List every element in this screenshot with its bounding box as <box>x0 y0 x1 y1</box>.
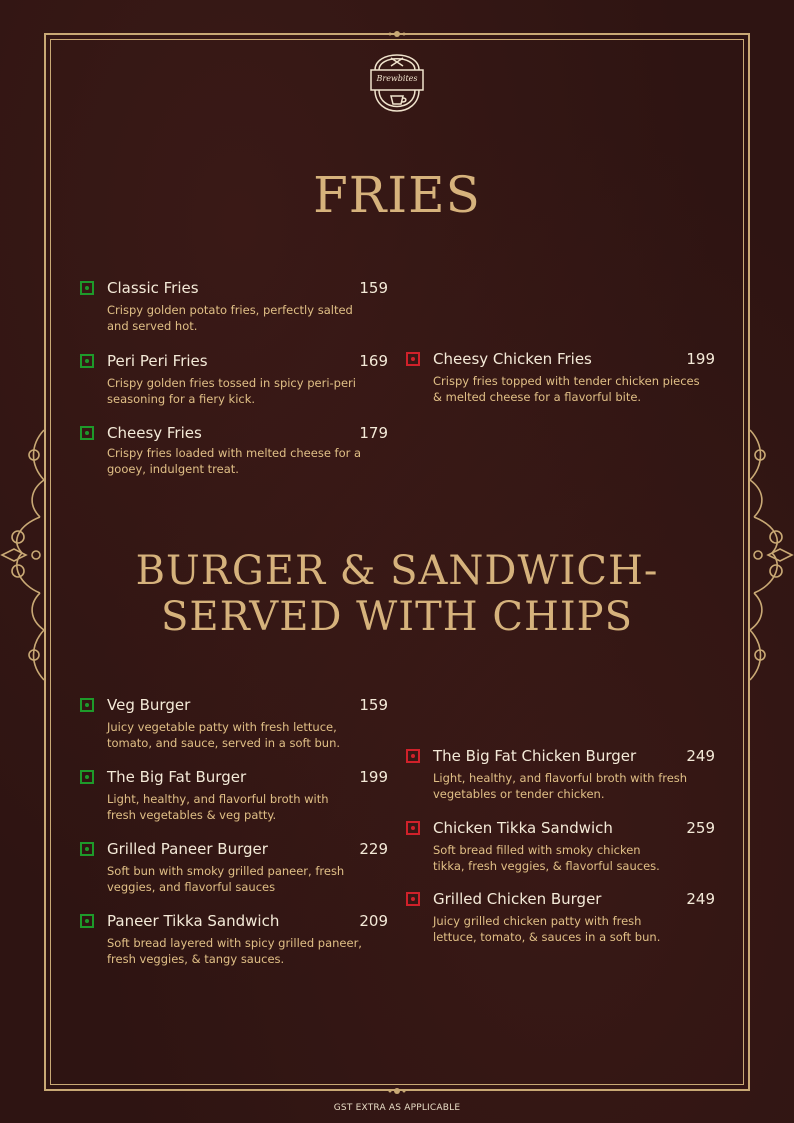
menu-item <box>406 890 715 944</box>
item-price: 249 <box>686 890 715 908</box>
item-name: The Big Fat Chicken Burger <box>433 747 637 765</box>
logo-emblem-icon <box>367 40 427 128</box>
item-price: 249 <box>686 747 715 765</box>
item-description: Crispy fries loaded with melted cheese for a gooey, indulgent treat. <box>107 446 362 476</box>
item-price: 169 <box>359 352 388 370</box>
item-price: 199 <box>686 350 715 368</box>
menu-item <box>80 352 388 406</box>
menu-item <box>406 350 715 404</box>
item-description: Light, healthy, and flavorful broth with fresh vegetables & veg patty. <box>107 792 329 822</box>
item-description: Soft bun with smoky grilled paneer, fresh veggies, and flavorful sauces <box>107 864 345 894</box>
menu-item <box>406 819 715 873</box>
menu-item <box>80 279 388 333</box>
nonveg-icon <box>406 892 420 906</box>
item-price: 159 <box>359 279 388 297</box>
bottom-border-ornament <box>385 1087 409 1095</box>
item-description: Juicy grilled chicken patty with fresh lettuce, tomato, & sauces in a soft bun. <box>433 914 661 944</box>
menu-item <box>80 840 388 894</box>
veg-icon <box>80 354 94 368</box>
veg-icon <box>80 770 94 784</box>
menu-item <box>80 424 388 476</box>
menu-item <box>80 768 388 822</box>
burger-title-line-2: SERVED WITH CHIPS <box>161 594 633 640</box>
item-name: Classic Fries <box>107 279 199 297</box>
item-description: Soft bread filled with smoky chicken tikka, fresh veggies, & flavorful sauces. <box>433 843 660 873</box>
menu-item <box>406 747 715 801</box>
burger-title-line-1: BURGER & SANDWICH- <box>135 548 659 594</box>
item-description: Soft bread layered with spicy grilled paneer, fresh veggies, & tangy sauces. <box>107 936 362 966</box>
item-name: The Big Fat Burger <box>107 768 247 786</box>
top-border-ornament <box>385 30 409 38</box>
item-price: 259 <box>686 819 715 837</box>
veg-icon <box>80 914 94 928</box>
veg-icon <box>80 698 94 712</box>
item-description: Juicy vegetable patty with fresh lettuce, tomato, and sauce, served in a soft bun. <box>107 720 341 750</box>
item-price: 229 <box>359 840 388 858</box>
veg-icon <box>80 281 94 295</box>
veg-icon <box>80 426 94 440</box>
fries-section-title: FRIES <box>313 166 481 224</box>
item-name: Grilled Paneer Burger <box>107 840 268 858</box>
nonveg-icon <box>406 749 420 763</box>
item-description: Light, healthy, and flavorful broth with fresh vegetables or tender chicken. <box>433 771 688 801</box>
menu-item <box>80 696 388 750</box>
item-price: 209 <box>359 912 388 930</box>
veg-icon <box>80 842 94 856</box>
item-name: Chicken Tikka Sandwich <box>433 819 613 837</box>
logo-text: Brewbites <box>376 74 418 83</box>
item-price: 159 <box>359 696 388 714</box>
item-name: Veg Burger <box>107 696 191 714</box>
gst-footer-note: GST EXTRA AS APPLICABLE <box>333 1103 461 1113</box>
item-description: Crispy golden fries tossed in spicy peri-peri seasoning for a fiery kick. <box>107 376 356 406</box>
item-description: Crispy golden potato fries, perfectly salted and served hot. <box>107 303 353 333</box>
brewbites-logo <box>367 40 427 128</box>
item-name: Cheesy Fries <box>107 424 202 442</box>
item-price: 199 <box>359 768 388 786</box>
menu-item <box>80 912 388 966</box>
nonveg-icon <box>406 352 420 366</box>
nonveg-icon <box>406 821 420 835</box>
item-price: 179 <box>359 424 388 442</box>
item-description: Crispy fries topped with tender chicken pieces & melted cheese for a flavorful bite. <box>433 374 700 404</box>
item-name: Peri Peri Fries <box>107 352 208 370</box>
item-name: Grilled Chicken Burger <box>433 890 602 908</box>
item-name: Cheesy Chicken Fries <box>433 350 592 368</box>
item-name: Paneer Tikka Sandwich <box>107 912 280 930</box>
burger-section-title <box>0 548 794 640</box>
